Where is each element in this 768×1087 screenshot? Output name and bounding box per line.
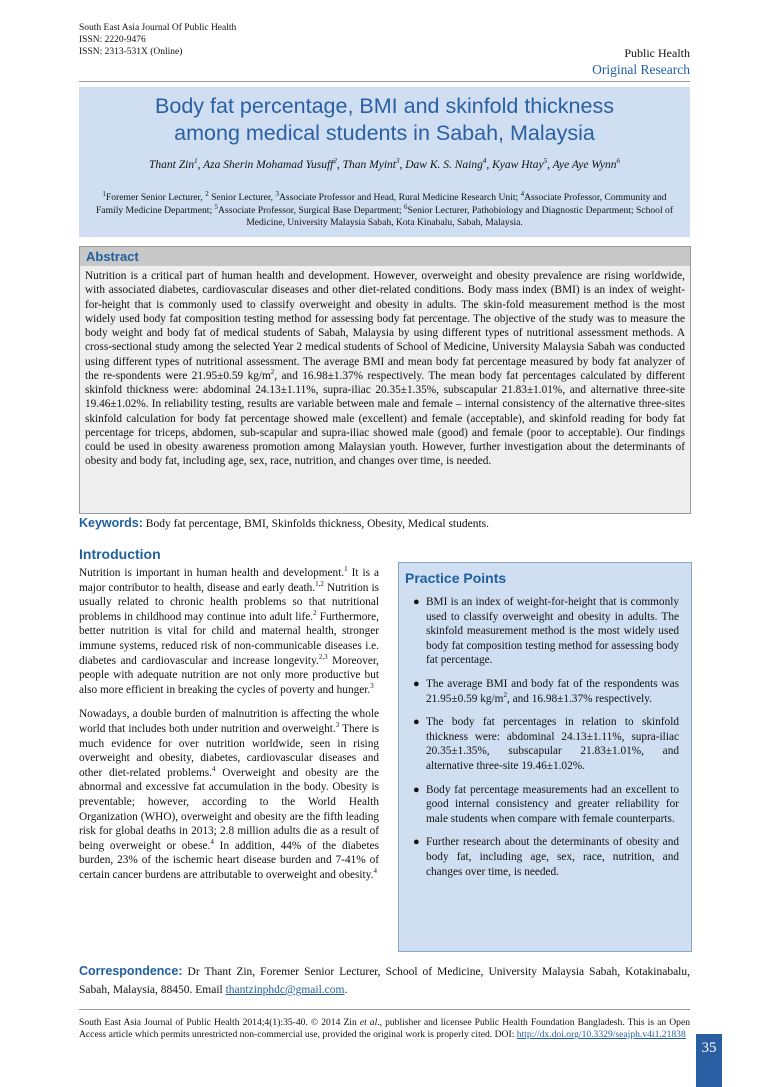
section-label: Public Health: [624, 46, 690, 60]
affiliation-3: Associate Professor and Head, Rural Medicine Research Unit;: [278, 192, 519, 203]
abstract-header-bar: [80, 247, 690, 266]
correspondence-email-link[interactable]: thantzinphdc@gmail.com: [225, 984, 345, 996]
abstract-heading: Abstract: [86, 249, 139, 264]
author-list: Thant Zin$^1$, Aza Sherin Mohamad Yusuff$^2$, Than Myint$^3$, Daw K. S. Naing$^4$, Kyaw Htay$^5$, Aye Aye Wynn$^6$: [149, 157, 620, 171]
author: Kyaw Htay$^5$: [492, 157, 548, 171]
affiliation-5: Associate Professor, Surgical Base Department;: [218, 204, 402, 216]
title-line-1: Body fat percentage, BMI and skinfold thickness: [155, 94, 614, 118]
page-number: 35: [701, 1040, 717, 1056]
intro-paragraph-2: Nowadays, a double burden of malnutrition is affecting the whole world that includes both under nutrition and overweight.$^3$ There is much evidence for over nutrition worldwide, seen in rising overweight and obesity, diabetes, cardiovascular diseases and other diet-related problems.$^4$ Overweight and obesity are the abnormal and excessive fat accumulation in the body. Obesity is preventable; however, according to the World Health Organization (WHO), overweight and obesity are the fifth leading risk for global deaths in 2013; 2.8 million adults die as a result of being overweight or obese.$^4$ In addition, 44% of the diabetes burden, 23% of the ischemic heart disease burden and 7-41% of certain cancer burdens are attributable to overweight and obesity.$^4$: [79, 708, 379, 881]
practice-point: ● The body fat percentages in relation to skinfold thickness were: abdominal 24.13±1.11%, supra-iliac 20.35±1.35%, subscapular 21.83±1.01%, and alternative three-site 19.46±1.02%.: [413, 716, 679, 772]
article-category: [592, 46, 690, 78]
keywords-text: Body fat percentage, BMI, Skinfolds thickness, Obesity, Medical students.: [145, 518, 490, 530]
introduction-heading: Introduction: [79, 546, 161, 562]
practice-points-heading: Practice Points: [405, 570, 507, 586]
bullet-icon: ●: [413, 596, 420, 608]
bullet-icon: ●: [413, 836, 420, 849]
affiliation-4: Associate Professor, Community and Family Medicine Department;: [95, 192, 667, 216]
journal-name: South East Asia Journal Of Public Health: [79, 23, 237, 33]
affiliation-1: Foremer Senior Lecturer,: [105, 192, 203, 203]
issn-print: ISSN: 2220-9476: [79, 35, 146, 45]
affiliation-6: Senior Lecturer, Pathobiology and Diagnostic Department; School of Medicine, University Malaysia Sabah, Kota Kinabalu, Sabah, Malaysia.: [246, 204, 674, 228]
correspondence-label: Correspondence:: [79, 964, 183, 978]
practice-points-list: [413, 595, 679, 888]
author: Thant Zin$^1$: [149, 157, 198, 171]
citation-footer: South East Asia Journal of Public Health 2014;4(1):35-40. © 2014 Zin et al., publisher and licensee Public Health Foundation Bangladesh. This is an Open Access article which permits unrestricted non-commercial use, provided the original work is properly cited. DOI: http://dx.doi.org/10.3329/seajph.v4i1.21838: [79, 1017, 690, 1041]
page-number-tab: [696, 1034, 722, 1087]
author: Than Myint$^3$: [342, 157, 400, 171]
practice-point: ● Body fat percentage measurements had an excellent to good internal consistency and greater reliability for male students when compare with female counterparts.: [413, 783, 679, 825]
bullet-icon: ●: [413, 716, 420, 729]
issn-online: ISSN: 2313-531X (Online): [79, 47, 183, 57]
intro-paragraph-1: Nutrition is important in human health and development.$^1$ It is a major contributor to health, disease and early death.$^{1,2}$ Nutrition is usually related to chronic health problems so that nutritional problems in childhood may continue into adult life.$^2$ Furthermore, better nutrition is vital for child and maternal health, stronger immune systems, reduced risk of non-communicable diseases i.e. diabetes and cardiovascular and increase longevity.$^{2,3}$ Moreover, people with adequate nutrition are not only more productive but also more efficient in breaking the cycles of poverty and hunger.$^3$: [79, 565, 380, 696]
footer-divider: [79, 1009, 690, 1010]
doi-link[interactable]: http://dx.doi.org/10.3329/seajph.v4i1.21838: [516, 1029, 686, 1041]
author: Aye Aye Wynn$^6$: [552, 157, 620, 171]
author: Daw K. S. Naing$^4$: [405, 157, 487, 171]
bullet-icon: ●: [413, 783, 420, 796]
title-block: [79, 87, 690, 237]
affiliations: $^1$Foremer Senior Lecturer, $^2$ Senior Lecturer, $^3$Associate Professor and Head, Rural Medicine Research Unit; $^4$Associate Professor, Community and Family Medicine Department; $^5$Associate Professor, Surgical Base Department; $^6$Senior Lecturer, Pathobiology and Diagnostic Department; School of Medicine, University Malaysia Sabah, Kota Kinabalu, Sabah, Malaysia.: [95, 189, 674, 228]
author: Aza Sherin Mohamad Yusuff$^2$: [203, 157, 337, 171]
bullet-icon: ●: [413, 677, 420, 690]
header-divider: [79, 81, 690, 82]
keywords: [79, 516, 699, 531]
journal-header: [79, 22, 236, 58]
abstract-text: Nutrition is a critical part of human health and development. However, overweight and obesity prevalence are rising worldwide, with associated diabetes, cardiovascular diseases and other diet-related conditions. Body mass index (BMI) is an index of weight-for-height that is commonly used to classify overweight and obesity in adults. The skin-fold measurement method is the most widely used body fat composition testing method for assessing body fat percentage. The objective of the study was to measure the body weight and body fat of medical students of Sabah, Malaysia by using different types of nutritional assessment methods. A cross-sectional study among the selected Year 2 medical students of School of Medicine, University Malaysia Sabah was conducted using different types of nutritional assessment. The average BMI and mean body fat percentage measured by body fat analyzer of the re-spondents were 21.95±0.59 $kg/m^2$, and 16.98±1.37% respectively. The mean body fat percentages calculated by different skinfold thickness were: abdominal 24.13±1.11%, supra-iliac 20.35±1.35%, subscapular 21.83±1.01%, and alternative three-site 19.46±1.02%. In reliability testing, results are variable between male and female – internal consistency of the alternative three-sites skinfold calculation for body fat percentage showed male (excellent) and female (acceptable), and skinfold reading for body fat percentage for triceps, abdomen, sub-scapular and supra-iliac showed male (good) and female (poor to acceptable). Our findings could be used in obesity awareness promotion among Malaysian youth. However, further investigation about the determinants of obesity and body fat, including age, sex, race, nutrition, and changes over time, is needed.: [85, 270, 685, 468]
practice-point: ● BMI is an index of weight-for-height that is commonly used to classify overweight and obesity in adults. The skinfold measurement method is the most widely used body fat composition testing method for assessing body fat percentage.: [413, 596, 679, 667]
abstract-box: [79, 246, 691, 514]
article-type: Original Research: [592, 62, 690, 77]
correspondence-text: Dr Thant Zin, Foremer Senior Lecturer, School of Medicine, University Malaysia Sabah, Kotakinabalu, Sabah, Malaysia, 88450. Email: [79, 966, 691, 996]
practice-point: ● Further research about the determinants of obesity and body fat, including age, sex, race, nutrition, and changes over time, is needed.: [413, 836, 679, 878]
title-line-2: among medical students in Sabah, Malaysia: [174, 121, 595, 145]
keywords-label: Keywords:: [79, 516, 143, 530]
practice-points-box: [398, 562, 692, 952]
introduction-body: [79, 566, 379, 892]
article-title: [79, 93, 690, 147]
affiliation-2: Senior Lecturer,: [211, 192, 274, 203]
correspondence: Correspondence: Dr Thant Zin, Foremer Senior Lecturer, School of Medicine, University Malaysia Sabah, Kotakinabalu, Sabah, Malaysia, 88450. Email thantzinphdc@gmail.com.: [79, 964, 691, 996]
practice-point: ● The average BMI and body fat of the respondents was 21.95±0.59 $kg/m^2$, and 16.98±1.37% respectively.: [413, 677, 679, 705]
